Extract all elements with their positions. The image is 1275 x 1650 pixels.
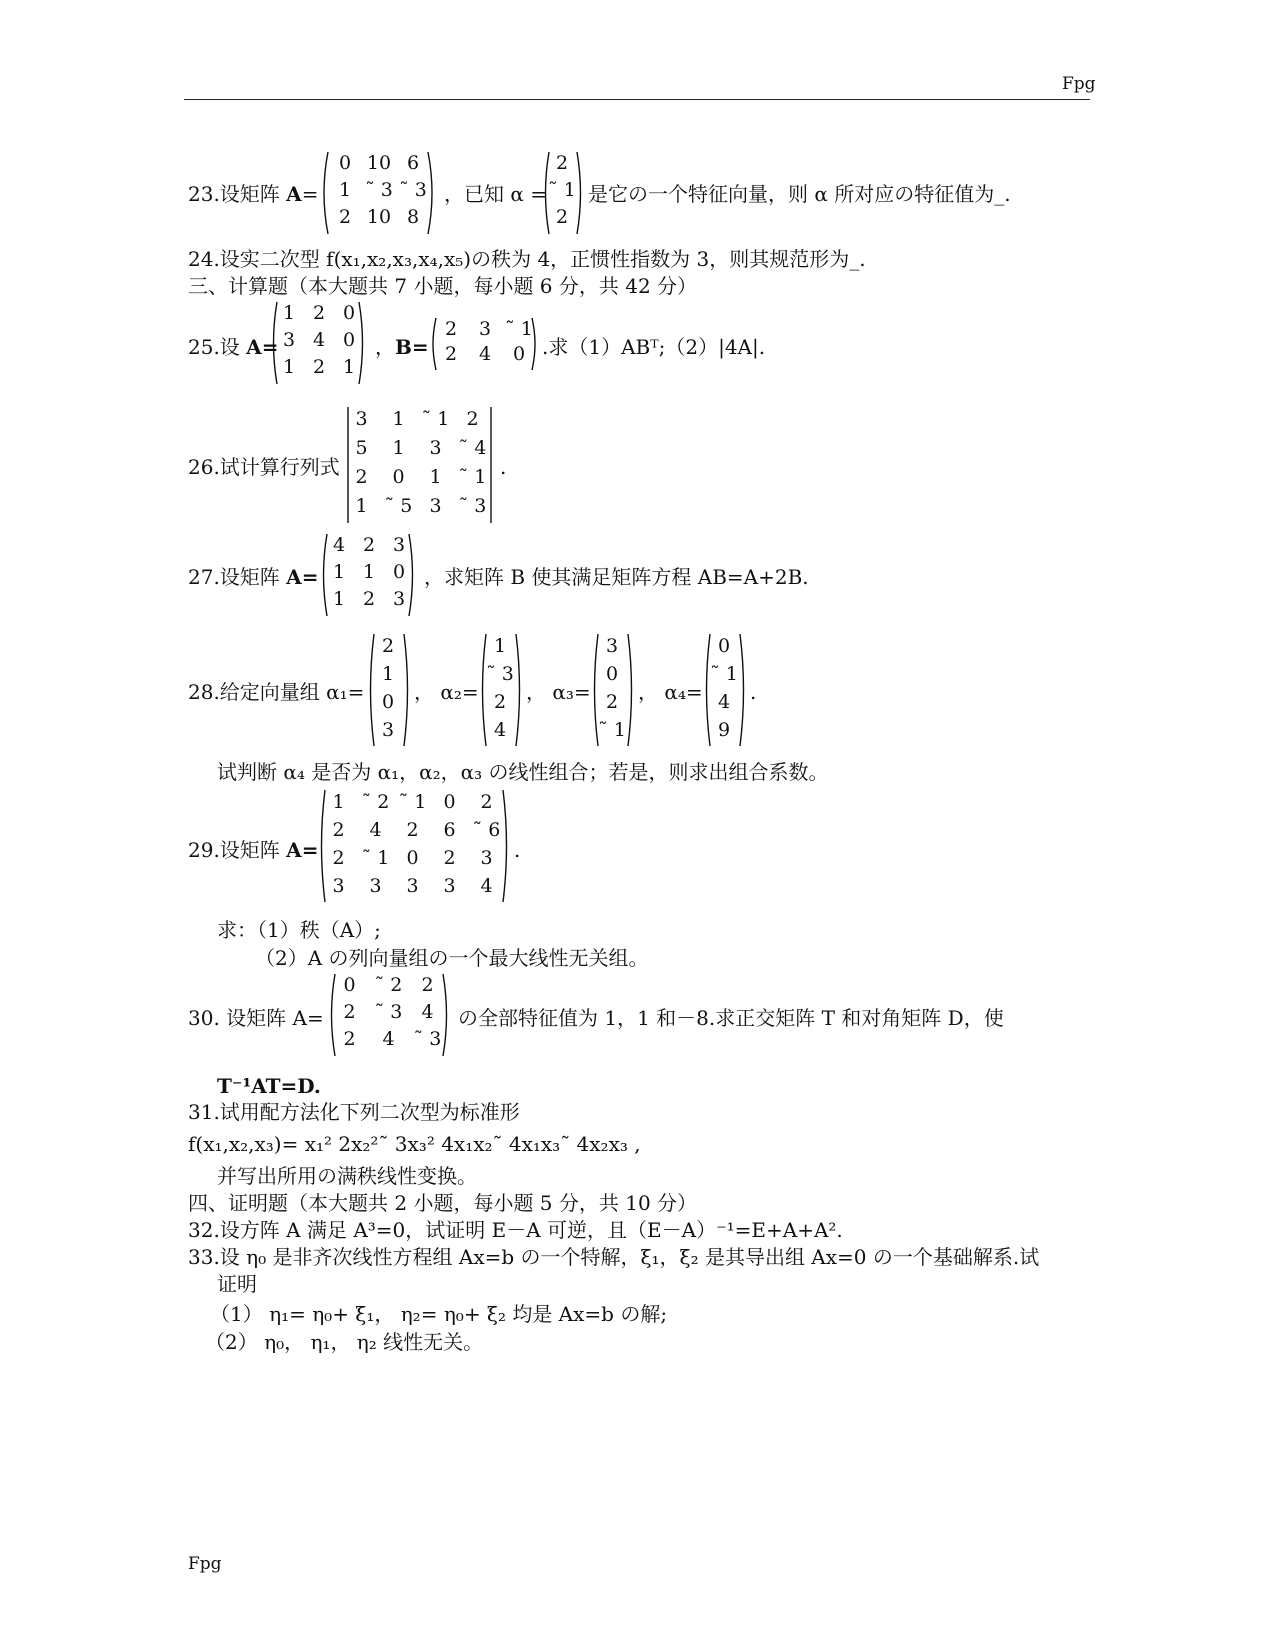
q28-prefix: 28.给定向量组 α₁=: [188, 680, 365, 704]
matrix-cell: ˜ 3: [458, 495, 487, 517]
matrix-cell: 2: [312, 302, 326, 324]
matrix-cell: 2: [381, 635, 395, 657]
matrix-cell: 4: [382, 1028, 395, 1050]
matrix-cell: ˜ 6: [472, 819, 501, 841]
matrix-cell: 1: [282, 356, 296, 378]
q33-line-2: 证明: [217, 1272, 257, 1296]
matrix-cell: 2: [466, 408, 479, 430]
q28-label-3: ， α₃=: [526, 680, 591, 704]
matrix-cell: ˜ 3: [374, 1001, 403, 1023]
q31-line-1: 31.试用配方法化下列二次型为标准形: [188, 1100, 520, 1124]
q28-label-2: ， α₂=: [414, 680, 479, 704]
q24-text: 24.设实二次型 f(x₁,x₂,x₃,x₄,x₅)の秩为 4，正惯性指数为 3，则其规范形为_.: [188, 247, 866, 271]
q25-suffix: .求（1）ABᵀ;（2）|4A|.: [542, 335, 766, 359]
matrix-cell: 1: [332, 588, 346, 610]
section-4-title: 四、证明题（本大题共 2 小题，每小题 5 分，共 10 分）: [188, 1191, 698, 1215]
matrix-cell: 2: [338, 206, 352, 228]
matrix-cell: 1: [381, 663, 395, 685]
matrix-cell: ˜ 1: [548, 179, 576, 201]
matrix-cell: 10: [366, 206, 392, 228]
matrix-cell: 6: [406, 152, 420, 174]
matrix-cell: 4: [478, 343, 492, 365]
q26-prefix: 26.试计算行列式: [188, 455, 340, 479]
matrix-cell: 0: [392, 561, 406, 583]
matrix-cell: 1: [338, 179, 352, 201]
matrix-cell: 3: [369, 875, 382, 897]
matrix-cell: 2: [444, 318, 458, 340]
matrix-cell: 1: [392, 408, 405, 430]
matrix-cell: 1: [493, 635, 507, 657]
matrix-cell: 3: [381, 719, 395, 741]
q30-continuation: T⁻¹AT=D.: [217, 1074, 321, 1098]
matrix-cell: ˜ 3: [399, 179, 427, 201]
q23-suffix: 是它の一个特征向量，则 α 所对应の特征值为_.: [588, 182, 1011, 206]
matrix-cell: 4: [493, 719, 507, 741]
matrix-cell: 2: [421, 974, 434, 996]
matrix-cell: ˜ 3: [486, 663, 514, 685]
matrix-cell: 1: [342, 356, 356, 378]
q32-text: 32.设方阵 A 满足 A³=0，试证明 E－A 可逆，且（E－A）⁻¹=E+A+A².: [188, 1218, 843, 1242]
matrix-cell: ˜ 5: [384, 495, 413, 517]
matrix-cell: 1: [282, 302, 296, 324]
matrix-cell: 0: [605, 663, 619, 685]
matrix-cell: 8: [406, 206, 420, 228]
matrix-cell: 0: [443, 791, 456, 813]
matrix-cell: 2: [443, 847, 456, 869]
matrix-cell: ˜ 4: [458, 437, 487, 459]
matrix-cell: 0: [512, 343, 526, 365]
matrix-cell: 1: [429, 466, 442, 488]
q23-mid: ，已知 α =: [444, 182, 547, 206]
matrix-cell: ˜ 2: [374, 974, 403, 996]
matrix-cell: 4: [332, 534, 346, 556]
matrix-cell: 0: [717, 635, 731, 657]
q25-prefix: 25.设 A=: [188, 335, 279, 359]
header-rule: [184, 99, 1090, 100]
q29-suffix: .: [514, 838, 521, 862]
q29-ask-2: （2）A の列向量组の一个最大线性无关组。: [255, 946, 649, 970]
matrix-cell: 0: [392, 466, 405, 488]
q33-line-1: 33.设 η₀ 是非齐次线性方程组 Ax=b の一个特解，ξ₁，ξ₂ 是其导出组 Ax=0 の一个基础解系.试: [188, 1245, 1040, 1269]
matrix-cell: 2: [312, 356, 326, 378]
matrix-cell: 2: [555, 206, 569, 228]
q31-line-3: 并写出所用の满秩线性变换。: [217, 1164, 477, 1188]
q26-suffix: .: [500, 455, 507, 479]
matrix-cell: ˜ 3: [413, 1028, 442, 1050]
matrix-cell: 2: [555, 152, 569, 174]
matrix-cell: 3: [443, 875, 456, 897]
matrix-cell: ˜ 1: [598, 719, 626, 741]
q31-formula: f(x₁,x₂,x₃)= x₁² 2x₂²˜ 3x₃² 4x₁x₂˜ 4x₁x₃˜ 4x₂x₃ ,: [188, 1132, 641, 1156]
matrix-cell: 2: [355, 466, 368, 488]
q30-suffix: の全部特征值为 1，1 和－8.求正交矩阵 T 和对角矩阵 D，使: [458, 1006, 1004, 1030]
q28-label-4: ， α₄=: [638, 680, 703, 704]
matrix-cell: 6: [443, 819, 456, 841]
matrix-cell: 0: [343, 974, 356, 996]
matrix-cell: 3: [429, 437, 442, 459]
matrix-cell: ˜ 1: [458, 466, 487, 488]
matrix-cell: 1: [332, 561, 346, 583]
matrix-cell: ˜ 2: [361, 791, 390, 813]
matrix-cell: 4: [369, 819, 382, 841]
matrix-cell: 0: [342, 302, 356, 324]
matrix-cell: 2: [332, 847, 345, 869]
q29-ask-1: 求：（1）秩（A）;: [217, 918, 381, 942]
matrix-cell: 3: [478, 318, 492, 340]
matrix-cell: ˜ 1: [361, 847, 390, 869]
q25-mid: ，B=: [375, 335, 429, 359]
matrix-cell: 3: [429, 495, 442, 517]
q30-prefix: 30. 设矩阵 A=: [188, 1006, 324, 1030]
matrix-cell: 0: [406, 847, 419, 869]
matrix-cell: 3: [392, 534, 406, 556]
matrix-cell: 5: [355, 437, 368, 459]
matrix-cell: ˜ 1: [398, 791, 427, 813]
header-label: Fpg: [1062, 74, 1096, 94]
q28-follow: 试判断 α₄ 是否为 α₁，α₂，α₃ の线性组合；若是，则求出组合系数。: [217, 760, 829, 784]
matrix-cell: 3: [480, 847, 493, 869]
matrix-cell: 1: [355, 495, 368, 517]
matrix-cell: 4: [717, 691, 731, 713]
matrix-cell: 0: [381, 691, 395, 713]
matrix-cell: ˜ 1: [421, 408, 450, 430]
matrix-cell: 3: [392, 588, 406, 610]
matrix-cell: 4: [312, 329, 326, 351]
q27-suffix: ，求矩阵 B 使其满足矩阵方程 AB=A+2B.: [424, 565, 809, 589]
matrix-cell: 2: [493, 691, 507, 713]
matrix-cell: 0: [342, 329, 356, 351]
footer-label: Fpg: [188, 1554, 222, 1574]
matrix-cell: 2: [444, 343, 458, 365]
matrix-cell: 2: [406, 819, 419, 841]
matrix-cell: 1: [392, 437, 405, 459]
matrix-cell: 3: [605, 635, 619, 657]
matrix-cell: 1: [332, 791, 345, 813]
matrix-cell: 2: [480, 791, 493, 813]
q23-prefix: 23.设矩阵 A=: [188, 182, 319, 206]
matrix-cell: 9: [717, 719, 731, 741]
q33-part-2: （2） η₀， η₁， η₂ 线性无关。: [205, 1330, 484, 1354]
matrix-cell: 1: [362, 561, 376, 583]
matrix-cell: 3: [406, 875, 419, 897]
matrix-cell: 2: [605, 691, 619, 713]
q29-prefix: 29.设矩阵 A=: [188, 838, 319, 862]
matrix-cell: 3: [332, 875, 345, 897]
matrix-cell: 4: [480, 875, 493, 897]
matrix-cell: 3: [282, 329, 296, 351]
q27-prefix: 27.设矩阵 A=: [188, 565, 319, 589]
matrix-cell: 2: [332, 819, 345, 841]
matrix-cell: 10: [366, 152, 392, 174]
matrix-cell: 4: [421, 1001, 434, 1023]
matrix-cell: 3: [355, 408, 368, 430]
matrix-cell: 0: [338, 152, 352, 174]
matrix-cell: 2: [362, 534, 376, 556]
matrix-cell: ˜ 3: [365, 179, 393, 201]
matrix-cell: ˜ 1: [505, 318, 533, 340]
matrix-cell: ˜ 1: [710, 663, 738, 685]
q28-end: .: [750, 680, 757, 704]
q33-part-1: （1） η₁= η₀+ ξ₁， η₂= η₀+ ξ₂ 均是 Ax=b の解;: [210, 1302, 668, 1326]
matrix-cell: 2: [362, 588, 376, 610]
section-3-title: 三、计算题（本大题共 7 小题，每小题 6 分，共 42 分）: [188, 274, 698, 298]
matrix-cell: 2: [343, 1001, 356, 1023]
matrix-cell: 2: [343, 1028, 356, 1050]
